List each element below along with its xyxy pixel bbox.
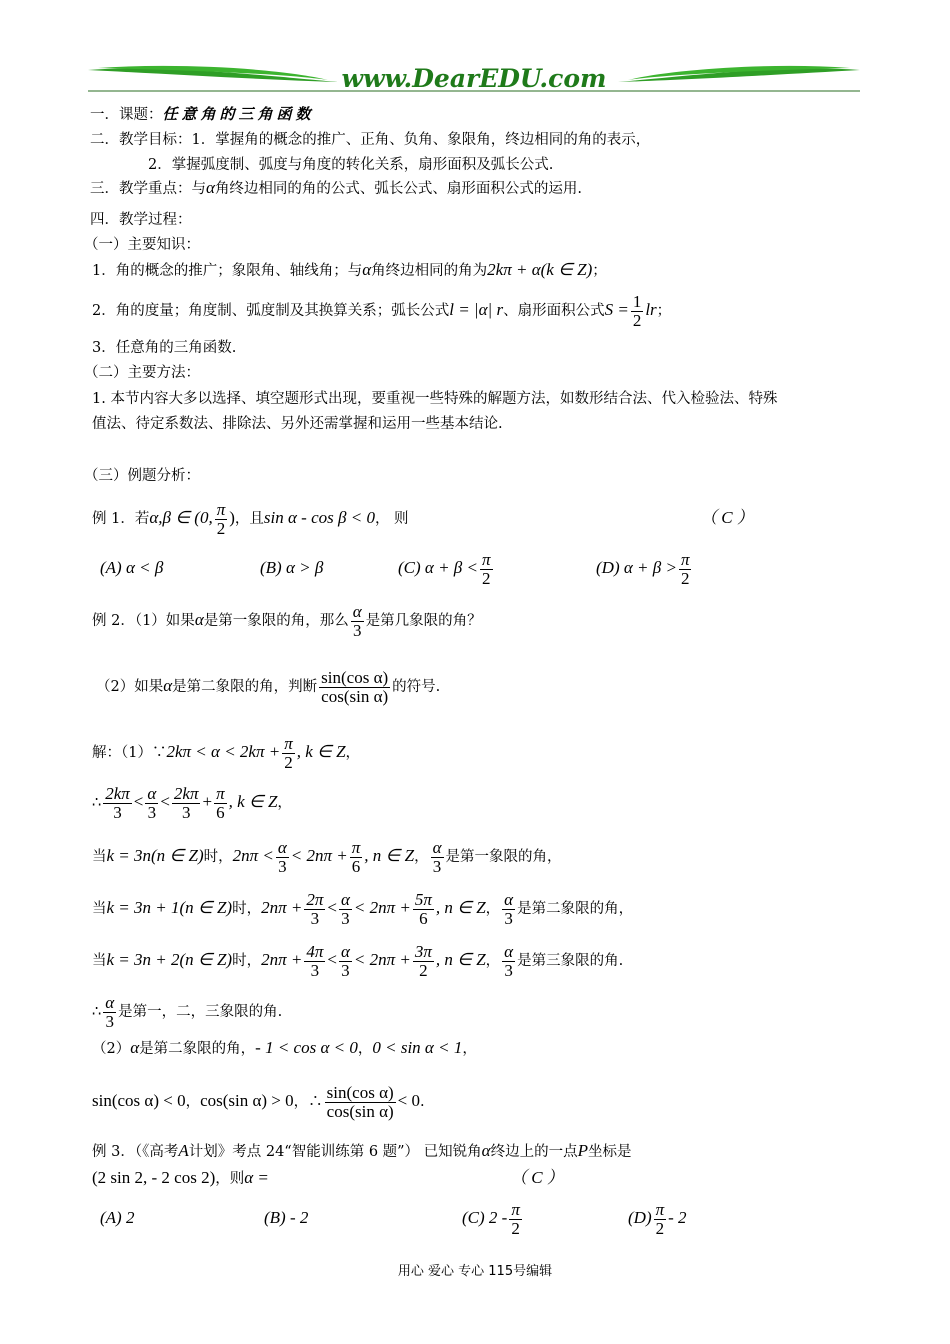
therefore-symbol: ∴: [92, 1004, 102, 1020]
frac-num: π: [351, 837, 361, 857]
frac-den: 2: [680, 568, 690, 588]
solution-line-3: [92, 836, 562, 877]
knowledge-1-a: 1．角的概念的推广；象限角、轴线角；与: [92, 263, 363, 279]
sin-cos-sign: sin(cos α) < 0: [92, 1091, 186, 1110]
alpha-over-3-fraction: [145, 785, 158, 822]
frac-num: sin(cos α): [321, 667, 389, 687]
example-2-q1: [92, 600, 482, 641]
ex1-option-c: [398, 548, 495, 589]
case-k: k = 3n + 1(n ∈ Z): [106, 898, 233, 917]
pi-over-6-fraction: [214, 785, 227, 822]
option-d-text: (D) α + β >: [596, 558, 677, 577]
frac-den: 3: [341, 960, 350, 980]
frac-den: 3: [310, 908, 320, 928]
ex3-option-d: [628, 1198, 687, 1239]
less-than: <: [133, 792, 144, 811]
example-3-question: [92, 1141, 632, 1162]
solution-line-5: [92, 940, 623, 981]
sol-l6-conclusion: 是第一，二，三象限的角.: [118, 1004, 283, 1020]
alpha-symbol: α: [362, 260, 372, 279]
frac-num: 4π: [306, 941, 324, 961]
ex3-c: 终边上的一点: [490, 1144, 578, 1160]
pi-over-2-fraction: [679, 551, 692, 588]
solution-line-6: [92, 992, 282, 1032]
topic-label: 一．课题：: [90, 107, 163, 123]
option-d-tail: - 2: [668, 1208, 687, 1227]
frac-num: α: [340, 889, 350, 909]
when-suffix: 时，: [232, 953, 262, 969]
sol-l1-domain: , k ∈ Z: [296, 742, 346, 761]
sol-l1-a: 解：（1）∵: [92, 745, 167, 761]
knowledge-1: [92, 260, 607, 281]
alpha-over-3-fraction: [351, 603, 364, 640]
site-banner: [88, 60, 860, 100]
arc-length-formula: l = |α| r: [449, 300, 504, 319]
ratio-sign: < 0: [397, 1091, 420, 1110]
ex1-close: ): [229, 508, 235, 527]
sin-bound: 0 < sin α < 1: [372, 1038, 463, 1057]
ex1-inequality: sin α - cos β < 0: [263, 508, 375, 527]
when-label: 当: [92, 901, 107, 917]
when-suffix: 时，: [203, 849, 233, 865]
ex3-book-letter: A: [178, 1141, 189, 1160]
example-2-q2: [96, 664, 440, 709]
frac-num: α: [147, 783, 157, 803]
ex1-option-a: [100, 548, 163, 589]
alpha-over-3-fraction: [502, 943, 515, 980]
pi-over-2-fraction: [215, 501, 228, 538]
frac-num: α: [105, 992, 115, 1012]
ex1-label: 例 1．若: [92, 511, 150, 527]
banner-logo: [88, 60, 860, 100]
ex2-q1-a: 例 2．（1）如果: [92, 613, 195, 629]
pi-over-2-fraction: [509, 1201, 522, 1238]
therefore-symbol: ，∴: [293, 1094, 323, 1110]
frac-num: π: [216, 783, 225, 803]
alpha-over-3-fraction: [502, 891, 515, 928]
examples-heading: （三）例题分析：: [84, 468, 200, 484]
site-name: www.DearEDU.com: [341, 64, 607, 93]
frac-num: π: [655, 1199, 665, 1219]
frac-num: π: [284, 733, 293, 753]
trig-ratio-fraction: [319, 669, 390, 706]
solution-line-1: [92, 732, 360, 773]
when-label: 当: [92, 953, 107, 969]
option-c-text: (C) α + β <: [398, 558, 478, 577]
alpha-symbol: α: [130, 1038, 140, 1057]
alpha-over-3-fraction: [339, 891, 352, 928]
when-suffix: 时，: [232, 901, 262, 917]
knowledge-3: 3．任意角的三角函数.: [92, 340, 237, 356]
option-a-text: (A) α < β: [100, 558, 164, 577]
solution-line-7: [92, 1038, 477, 1059]
frac-num: α: [277, 837, 287, 857]
comma: ，: [185, 1094, 201, 1110]
therefore-symbol: ∴: [92, 795, 102, 811]
option-b-text: (B) α > β: [260, 558, 324, 577]
part-2-label: （2）: [92, 1041, 131, 1057]
ex2-q2-b: 是第二象限的角，判断: [172, 679, 318, 695]
frac-den: 3: [504, 908, 513, 928]
alpha-over-3-fraction: [276, 839, 289, 876]
frac-den: 3: [181, 802, 191, 822]
frac-num: 2π: [306, 889, 324, 909]
main-knowledge-heading: （一）主要知识：: [84, 237, 200, 253]
comma: ，: [485, 901, 501, 917]
frac-num: α: [432, 837, 442, 857]
ex2-q1-b: 是第一象限的角，那么: [203, 613, 349, 629]
comma: ，: [414, 849, 429, 865]
frac-num: α: [352, 601, 362, 621]
less-than: <: [327, 950, 337, 969]
method-line-1: 1. 本节内容大多以选择、填空题形式出现，要重视一些特殊的解题方法，如数形结合法、代入检验法、特殊: [92, 391, 778, 407]
sol-l1-ineq: 2kπ < α < 2kπ +: [166, 742, 281, 761]
cos-sin-sign: cos(sin α) > 0: [200, 1091, 294, 1110]
option-d-text: (D): [628, 1208, 652, 1227]
sol-l5-left: 2nπ +: [261, 950, 303, 969]
ex1-condition: α,β ∈ (0,: [149, 508, 213, 527]
alpha-symbol: α: [163, 676, 173, 695]
knowledge-2-end: ；: [656, 303, 672, 319]
knowledge-2-b: 、扇形面积公式: [503, 303, 605, 319]
frac-den: 3: [432, 856, 442, 876]
key-points-line: [90, 178, 582, 199]
example-1-question: [92, 498, 409, 539]
ex3-option-a: [100, 1198, 134, 1239]
goals-label: 二．教学目标：: [90, 132, 192, 148]
frac-den: 3: [147, 802, 157, 822]
sector-area-lhs: S =: [604, 300, 629, 319]
point-p: P: [577, 1141, 588, 1160]
alpha-symbol: α: [206, 178, 215, 197]
ex1-option-d: [596, 548, 693, 589]
goals-line-1: [90, 130, 650, 150]
frac-den: 2: [632, 310, 642, 330]
plus-sign: +: [202, 792, 213, 811]
2kpi-over-3-fraction: [172, 785, 201, 822]
ex3-ask: ，则: [215, 1171, 245, 1187]
frac-num: π: [482, 549, 491, 569]
alpha-over-3-fraction: [103, 994, 116, 1031]
3pi-over-2-fraction: [413, 943, 434, 980]
comma: ，: [357, 1041, 373, 1057]
sol-l3-conclusion: 是第一象限的角，: [445, 849, 562, 865]
ex2-q2-a: （2）如果: [96, 679, 164, 695]
ex3-a: 例 3．（《高考: [92, 1144, 179, 1160]
goal-2: 2．掌握弧度制、弧度与角度的转化关系，扇形面积及弧长公式.: [148, 157, 554, 173]
goal-1: 1．掌握角的概念的推广、正角、负角、象限角，终边相同的角的表示，: [191, 132, 651, 148]
alpha-over-3-fraction: [431, 839, 444, 876]
period: .: [419, 1094, 425, 1110]
4pi-over-3-fraction: [304, 943, 325, 980]
frac-den: 3: [105, 1011, 114, 1031]
less-than: <: [327, 898, 337, 917]
sol-l3-mid: < 2nπ +: [290, 846, 348, 865]
cos-bound: - 1 < cos α < 0: [255, 1038, 358, 1057]
ex1-tail: ， 则: [374, 511, 409, 527]
comma: ，: [485, 953, 501, 969]
knowledge-2: [92, 292, 671, 330]
pi-over-6-fraction: [350, 839, 363, 876]
frac-num: 5π: [414, 889, 432, 909]
knowledge-1-b: 角终边相同的角为: [371, 263, 488, 279]
sol-l5-mid: < 2nπ +: [353, 950, 411, 969]
key-points-b: 角终边相同的角的公式、弧长公式、扇形面积公式的运用.: [214, 181, 583, 197]
solution-line-2: [92, 782, 292, 823]
case-k: k = 3n + 2(n ∈ Z): [106, 950, 233, 969]
frac-den: 3: [310, 960, 320, 980]
ex3-b: 计划》考点 24“智能训练第 6 题”） 已知锐角: [188, 1144, 482, 1160]
frac-num: 2kπ: [105, 783, 130, 803]
example-1-answer: （ C ）: [700, 508, 754, 527]
pi-over-2-fraction: [480, 551, 493, 588]
sol-l3-domain: , n ∈ Z: [364, 846, 415, 865]
frac-den: 3: [504, 960, 513, 980]
example-3-answer: （ C ）: [510, 1168, 564, 1187]
frac-den: 3: [278, 856, 287, 876]
pi-over-2-fraction: [282, 735, 295, 772]
frac-den: cos(sin α): [326, 1101, 394, 1121]
ex2-q2-c: 的符号.: [392, 679, 441, 695]
when-label: 当: [92, 849, 107, 865]
frac-den: 2: [655, 1218, 665, 1238]
solution-line-8: [92, 1076, 425, 1127]
page-footer: 用心 爱心 专心 115号编辑: [397, 1264, 553, 1279]
sol-l7-b: 是第二象限的角，: [139, 1041, 256, 1057]
point-coordinate: (2 sin 2, - 2 cos 2): [92, 1168, 216, 1187]
sol-l5-conclusion: 是第三象限的角.: [517, 953, 624, 969]
frac-den: 2: [482, 568, 491, 588]
sol-l3-left: 2nπ <: [232, 846, 274, 865]
coterminal-formula: 2kπ + α(k ∈ Z): [487, 260, 593, 279]
sol-l4-mid: < 2nπ +: [353, 898, 411, 917]
one-half-fraction: [631, 293, 644, 330]
sol-l4-left: 2nπ +: [261, 898, 303, 917]
frac-num: α: [340, 941, 350, 961]
ex1-option-b: [260, 548, 323, 589]
sol-l4-domain: , n ∈ Z: [435, 898, 486, 917]
sector-area-rhs: lr: [645, 300, 657, 319]
alpha-symbol: α: [194, 610, 204, 629]
key-points-a: 三．教学重点：与: [90, 181, 206, 197]
2kpi-over-3-fraction: [103, 785, 132, 822]
topic-title: 任意角的三角函数: [162, 105, 315, 123]
sol-l1-end: ，: [345, 745, 361, 761]
sol-l2-domain: , k ∈ Z: [228, 792, 278, 811]
ex3-option-c: [462, 1198, 524, 1239]
option-c-text: (C) 2 -: [462, 1208, 508, 1227]
goals-line-2: [148, 155, 553, 175]
pi-over-2-fraction: [654, 1201, 667, 1238]
example-3-question-2: [92, 1168, 269, 1189]
frac-num: sin(cos α): [326, 1082, 394, 1102]
solution-line-4: [92, 888, 633, 929]
2pi-over-3-fraction: [304, 891, 325, 928]
case-k: k = 3n(n ∈ Z): [106, 846, 204, 865]
frac-den: 2: [216, 518, 226, 538]
sol-l2-end: ，: [277, 795, 292, 811]
sol-l5-domain: , n ∈ Z: [435, 950, 486, 969]
frac-den: 3: [113, 802, 122, 822]
frac-num: 2kπ: [173, 783, 199, 803]
frac-num: 1: [632, 291, 642, 311]
option-a-text: (A) 2: [100, 1208, 135, 1227]
5pi-over-6-fraction: [413, 891, 434, 928]
frac-den: 6: [351, 856, 361, 876]
frac-den: 6: [419, 908, 428, 928]
ex1-mid: ，且: [234, 511, 264, 527]
ex3-d: 坐标是: [588, 1144, 632, 1160]
frac-den: 2: [419, 960, 428, 980]
main-methods-heading: （二）主要方法：: [84, 365, 200, 381]
frac-num: π: [680, 549, 690, 569]
frac-num: π: [216, 499, 226, 519]
frac-den: 3: [352, 620, 362, 640]
frac-num: α: [504, 941, 514, 961]
trig-ratio-fraction: [325, 1084, 396, 1121]
alpha-symbol: α: [481, 1141, 491, 1160]
process-label: 四．教学过程：: [90, 212, 192, 228]
sol-l4-conclusion: 是第二象限的角，: [517, 901, 634, 917]
option-b-text: (B) - 2: [264, 1208, 309, 1227]
frac-den: 6: [216, 802, 225, 822]
knowledge-1-end: ；: [592, 263, 607, 279]
ex2-q1-c: 是第几象限的角？: [365, 613, 482, 629]
frac-den: 3: [341, 908, 350, 928]
method-line-2: 值法、待定系数法、排除法、另外还需掌握和运用一些基本结论.: [92, 416, 503, 432]
frac-den: 2: [511, 1218, 520, 1238]
frac-num: α: [504, 889, 514, 909]
ex3-ask-alpha: α =: [244, 1168, 269, 1187]
topic-line: [90, 104, 315, 125]
knowledge-2-a: 2．角的度量；角度制、弧度制及其换算关系；弧长公式: [92, 303, 450, 319]
frac-num: π: [511, 1199, 520, 1219]
ex3-option-b: [264, 1198, 308, 1239]
alpha-over-3-fraction: [339, 943, 352, 980]
comma: ，: [462, 1041, 477, 1057]
frac-den: 2: [284, 752, 293, 772]
frac-num: 3π: [414, 941, 432, 961]
less-than: <: [160, 792, 170, 811]
frac-den: cos(sin α): [321, 686, 389, 706]
